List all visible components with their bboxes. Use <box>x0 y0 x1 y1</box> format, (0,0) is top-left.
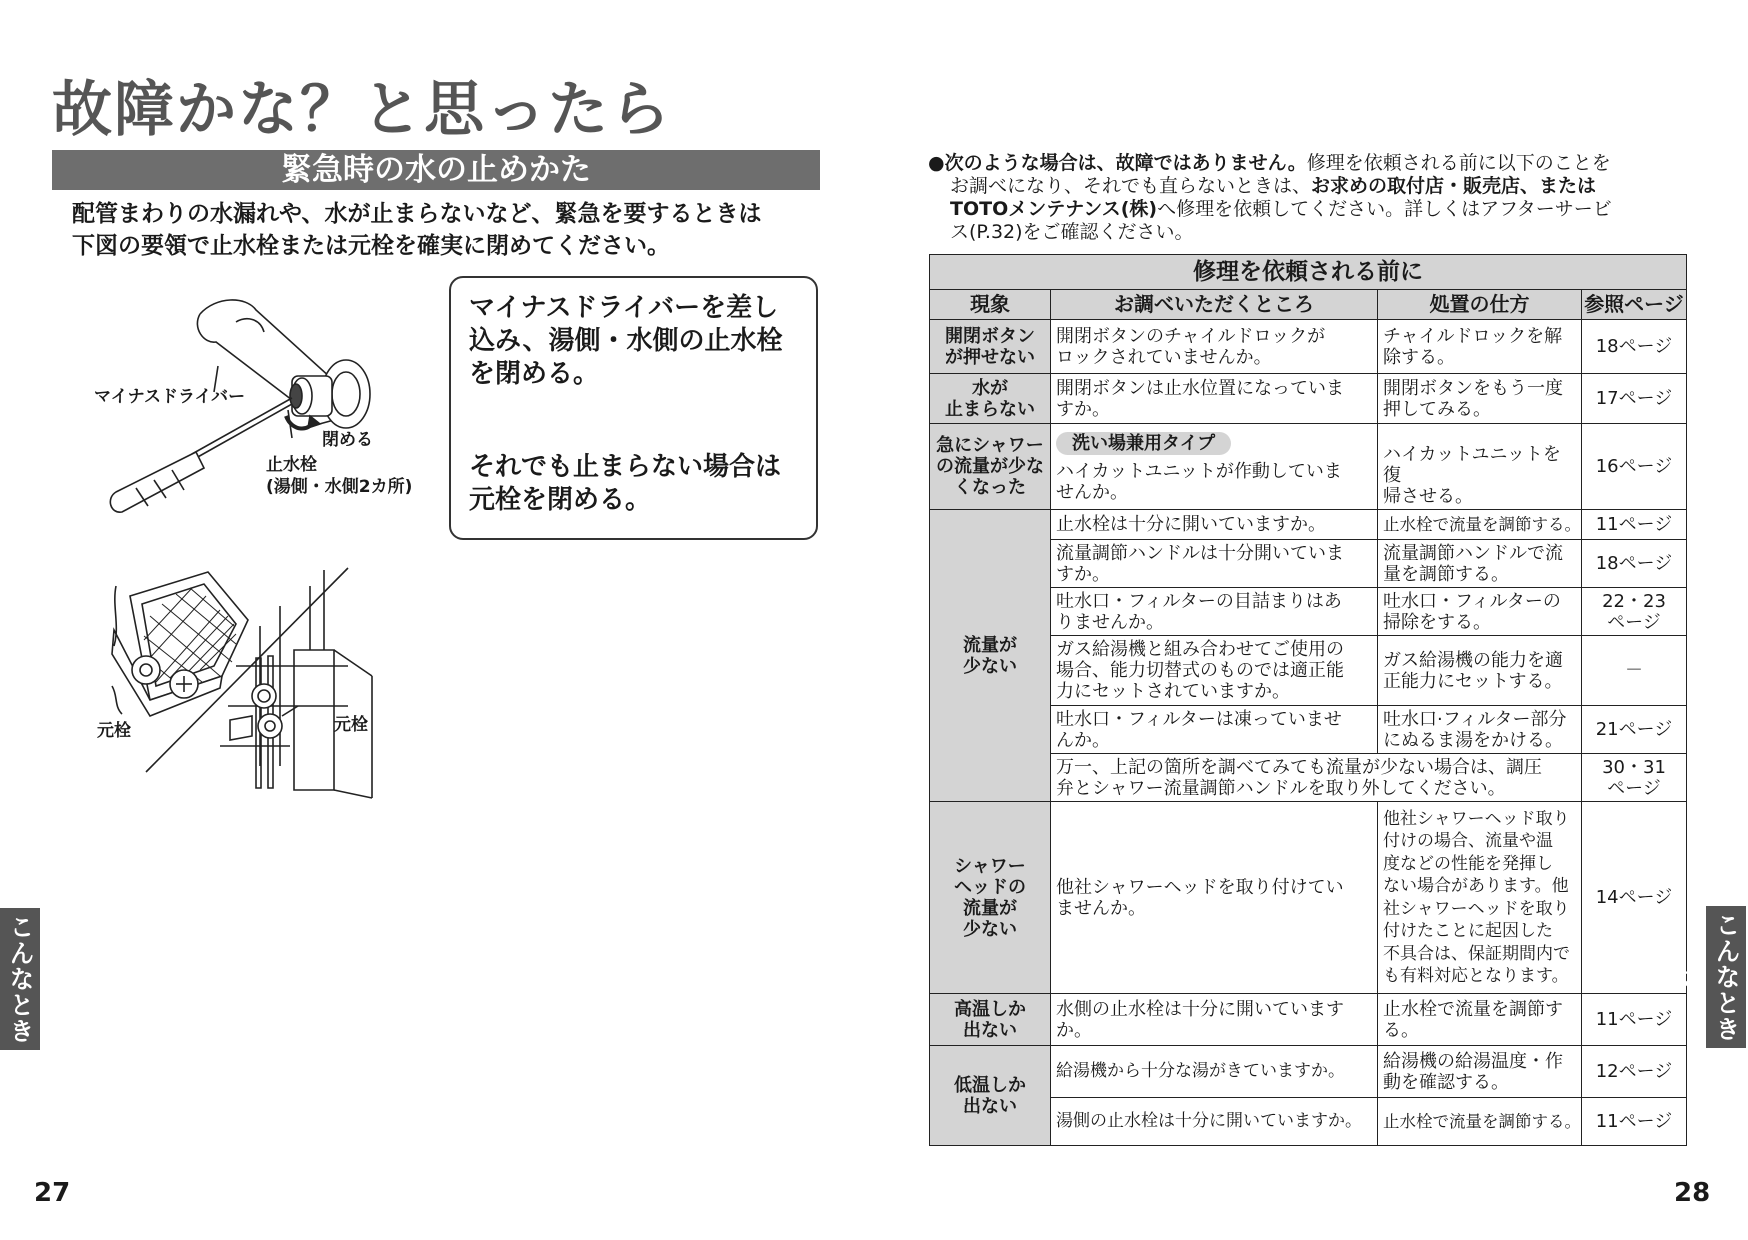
callout-line: それでも止まらない場合は <box>469 452 782 482</box>
ref-cell: 18ページ <box>1582 540 1687 588</box>
label-valve-note: (湯側・水側2カ所) <box>266 477 413 497</box>
main-valve-diagram <box>110 566 390 806</box>
symptom-cell: 高温しか 出ない <box>930 994 1051 1046</box>
side-tab-right[interactable]: こんなときは <box>1706 906 1746 1048</box>
type-badge: 洗い場兼用タイプ <box>1056 432 1231 455</box>
symptom-cell: 水が 止まらない <box>930 374 1051 424</box>
check-cell: 開閉ボタンのチャイルドロックが ロックされていませんか。 <box>1051 320 1378 374</box>
action-cell: 他社シャワーヘッド取り 付けの場合、流量や温 度などの性能を発揮し ない場合があります。他 社シャワーヘッドを取り 付けたことに起因した 不具合は、保証期間内で も有料対応となります。 <box>1378 802 1582 994</box>
action-cell: 流量調節ハンドルで流 量を調節する。 <box>1378 540 1582 588</box>
note-bold: ●次のような場合は、故障ではありません。 <box>928 152 1307 174</box>
symptom-cell: 流量が 少ない <box>930 510 1051 802</box>
ref-cell: 12ページ <box>1582 1046 1687 1098</box>
page-number-left: 27 <box>34 1178 71 1208</box>
check-cell: 吐水口・フィルターは凍っていませ んか。 <box>1051 706 1378 754</box>
check-cell: 止水栓は十分に開いていますか。 <box>1051 510 1378 540</box>
ref-cell: 11ページ <box>1582 1098 1687 1146</box>
ref-cell: － <box>1582 636 1687 706</box>
header-ref: 参照ページ <box>1582 290 1687 320</box>
symptom-cell: シャワー ヘッドの 流量が 少ない <box>930 802 1051 994</box>
label-driver: マイナスドライバー <box>94 387 246 407</box>
check-cell: 開閉ボタンは止水位置になっていま すか。 <box>1051 374 1378 424</box>
table-row <box>930 1046 1687 1098</box>
header-check: お調べいただくところ <box>1051 290 1378 320</box>
note-plain: 修理を依頼される前に以下のことを <box>1306 152 1611 174</box>
table-row <box>930 374 1687 424</box>
check-cell: ガス給湯機と組み合わせてご使用の 場合、能力切替式のものでは適正能 力にセットされていますか。 <box>1051 636 1378 706</box>
action-cell: 止水栓で流量を調節する。 <box>1378 1098 1582 1146</box>
action-cell: 止水栓で流量を調節する。 <box>1378 510 1582 540</box>
ref-cell: 17ページ <box>1582 374 1687 424</box>
intro-line: 下図の要領で止水栓または元栓を確実に閉めてください。 <box>72 233 670 259</box>
header-action: 処置の仕方 <box>1378 290 1582 320</box>
label-valve: 止水栓 <box>266 455 317 475</box>
side-tab-left[interactable]: こんなとき <box>0 908 40 1050</box>
label-close: 閉める <box>322 430 373 450</box>
check-cell: 洗い場兼用タイプ ハイカットユニットが作動していま せんか。 <box>1051 424 1378 510</box>
action-cell: 吐水口・フィルターの 掃除をする。 <box>1378 588 1582 636</box>
page-number-right: 28 <box>1674 1178 1711 1208</box>
action-cell: チャイルドロックを解 除する。 <box>1378 320 1582 374</box>
symptom-cell: 開閉ボタン が押せない <box>930 320 1051 374</box>
symptom-cell: 低温しか 出ない <box>930 1046 1051 1146</box>
table-row <box>930 994 1687 1046</box>
table-row <box>930 424 1687 510</box>
ref-cell: 22・23 ページ <box>1582 588 1687 636</box>
valve-diagram <box>96 292 446 542</box>
ref-cell: 30・31 ページ <box>1582 754 1687 802</box>
action-cell: ハイカットユニットを復 帰させる。 <box>1378 424 1582 510</box>
action-cell: 止水栓で流量を調節す る。 <box>1378 994 1582 1046</box>
ref-cell: 16ページ <box>1582 424 1687 510</box>
table-row <box>930 802 1687 994</box>
check-cell: 万一、上記の箇所を調べてみても流量が少ない場合は、調圧 弁とシャワー流量調節ハンドルを取り外してください。 <box>1051 754 1582 802</box>
note-plain: お調べになり、それでも直らないときは、 <box>950 175 1312 197</box>
intro-line: 配管まわりの水漏れや、水が止まらないなど、緊急を要するときは <box>72 201 762 227</box>
note-bold: お求めの取付店・販売店、または <box>1311 175 1597 197</box>
check-cell: 水側の止水栓は十分に開いています か。 <box>1051 994 1378 1046</box>
symptom-cell: 急にシャワー の流量が少な くなった <box>930 424 1051 510</box>
ref-cell: 11ページ <box>1582 510 1687 540</box>
table-row <box>930 510 1687 540</box>
check-cell: 湯側の止水栓は十分に開いていますか。 <box>1051 1098 1378 1146</box>
label-main-valve-right: 元栓 <box>334 715 368 735</box>
callout-line: マイナスドライバーを差し <box>469 293 779 323</box>
page-title: 故障かな？と思ったら <box>52 75 672 145</box>
check-cell: 吐水口・フィルターの目詰まりはあ りませんか。 <box>1051 588 1378 636</box>
header-symptom: 現象 <box>930 290 1051 320</box>
section-header: 緊急時の水の止めかた <box>52 150 820 190</box>
intro-text <box>72 198 832 262</box>
label-main-valve-left: 元栓 <box>97 721 131 741</box>
check-cell: 流量調節ハンドルは十分開いていま すか。 <box>1051 540 1378 588</box>
note-plain: ス(P.32)をご確認ください。 <box>950 221 1194 243</box>
table-caption: 修理を依頼される前に <box>930 255 1687 290</box>
callout-line: 元栓を閉める。 <box>469 485 652 515</box>
action-cell: 開閉ボタンをもう一度 押してみる。 <box>1378 374 1582 424</box>
check-cell: 給湯機から十分な湯がきていますか。 <box>1051 1046 1378 1098</box>
note-bold: TOTOメンテナンス(株) <box>950 198 1158 220</box>
note-text <box>928 152 1688 244</box>
check-cell: 他社シャワーヘッドを取り付けてい ませんか。 <box>1051 802 1378 994</box>
note-plain: へ修理を依頼してください。詳しくはアフターサービ <box>1157 198 1612 220</box>
ref-cell: 11ページ <box>1582 994 1687 1046</box>
action-cell: 吐水口·フィルター部分 にぬるま湯をかける。 <box>1378 706 1582 754</box>
callout-line: を閉める。 <box>469 359 600 389</box>
callout-line: 込み、湯側・水側の止水栓 <box>469 326 783 356</box>
action-cell: ガス給湯機の能力を適 正能力にセットする。 <box>1378 636 1582 706</box>
ref-cell: 14ページ <box>1582 802 1687 994</box>
ref-cell: 18ページ <box>1582 320 1687 374</box>
repair-table <box>929 254 1687 1146</box>
instruction-callout <box>449 276 818 540</box>
table-row <box>930 320 1687 374</box>
ref-cell: 21ページ <box>1582 706 1687 754</box>
action-cell: 給湯機の給湯温度・作 動を確認する。 <box>1378 1046 1582 1098</box>
